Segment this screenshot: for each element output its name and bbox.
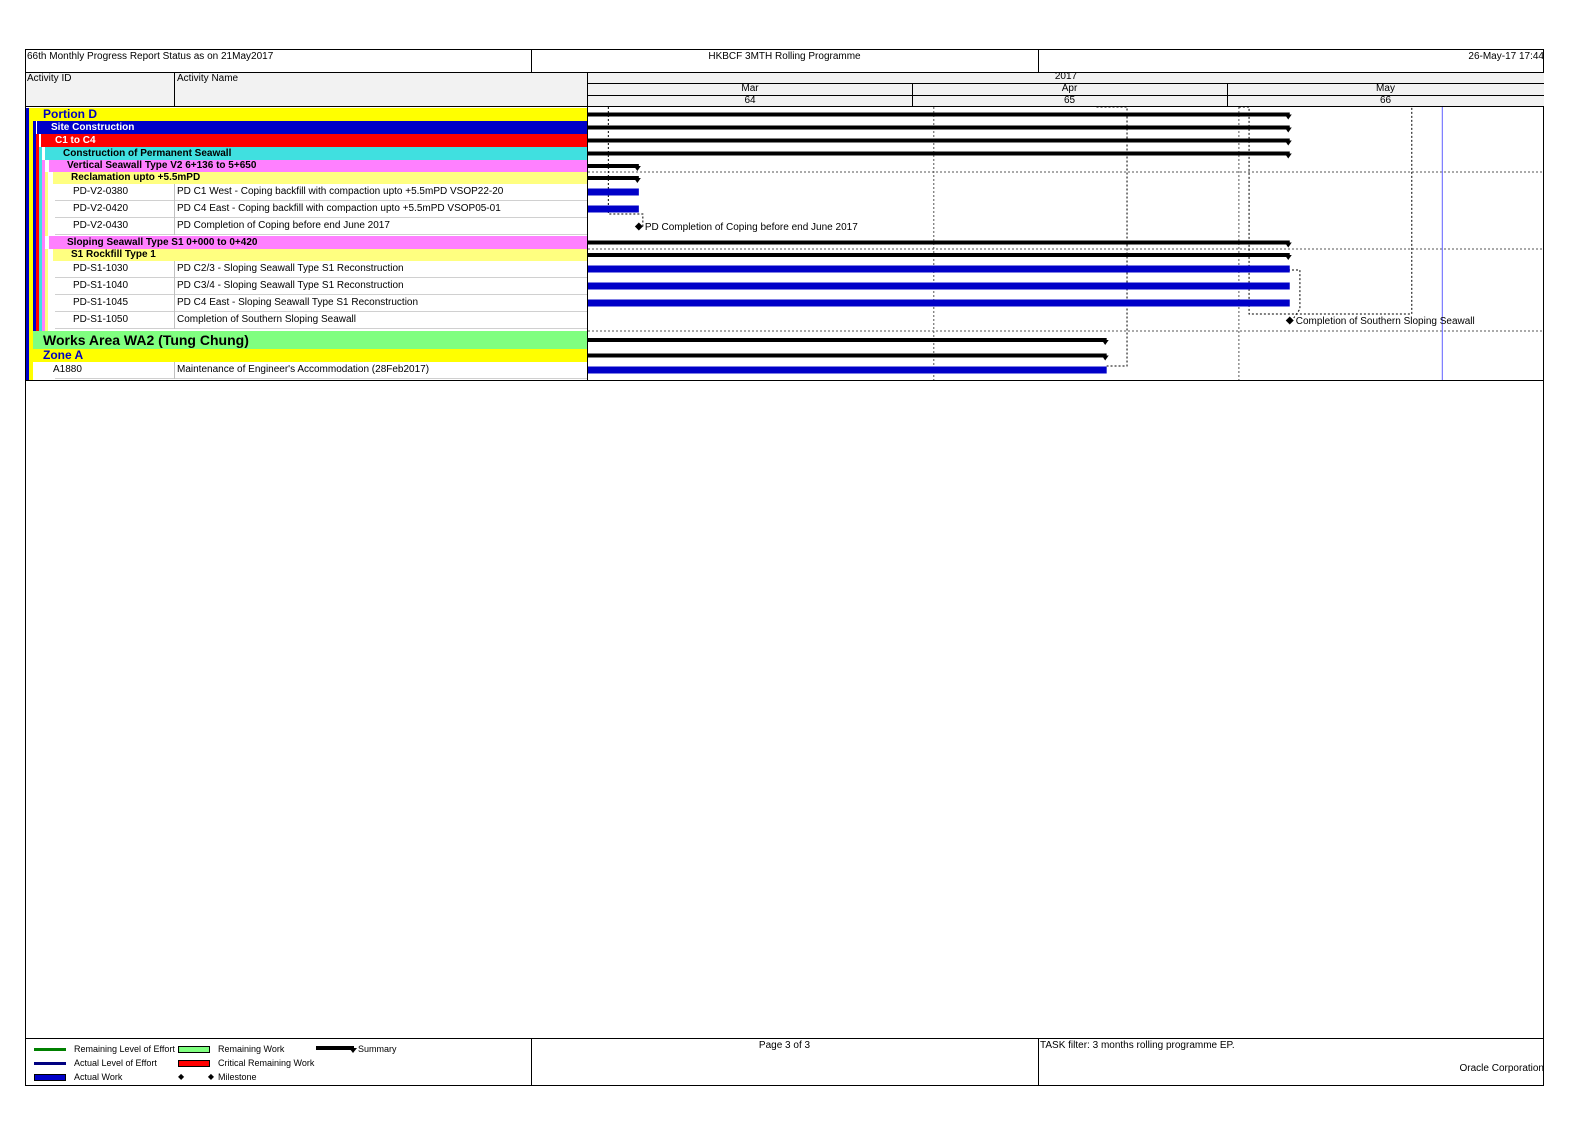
actual-work-bar	[588, 189, 639, 196]
actual-work-bar	[588, 367, 1107, 374]
footer-divider-2	[1038, 1038, 1039, 1086]
week-label-apr: 65	[1063, 95, 1076, 106]
summary-bar-end	[1285, 154, 1292, 159]
activity-id-header[interactable]: Activity ID	[27, 73, 72, 84]
milestone-label: PD Completion of Coping before end June 2017	[644, 222, 858, 233]
summary-bar-end	[1285, 128, 1292, 133]
legend-label: Remaining Level of Effort	[74, 1044, 175, 1054]
milestone-diamond	[1286, 317, 1294, 325]
activity-id: PD-S1-1050	[73, 314, 129, 325]
group-header-row[interactable]: Works Area WA2 (Tung Chung)	[33, 331, 587, 349]
summary-bar	[588, 126, 1290, 130]
row-divider	[174, 278, 175, 295]
legend-line-symbol	[34, 1048, 66, 1051]
relationship-line	[1097, 107, 1128, 366]
activity-id: PD-V2-0430	[73, 220, 129, 231]
activity-name: PD C1 West - Coping backfill with compaction upto +5.5mPD VSOP22-20	[177, 186, 504, 197]
legend-label: Remaining Work	[218, 1044, 285, 1054]
activity-id: PD-V2-0420	[73, 203, 129, 214]
company-name: Oracle Corporation	[1459, 1063, 1544, 1074]
row-divider	[174, 218, 175, 235]
activity-name-header[interactable]: Activity Name	[177, 73, 239, 84]
gantt-relationships	[588, 107, 1412, 366]
activity-name: Completion of Southern Sloping Seawall	[177, 314, 356, 325]
activity-id: PD-S1-1030	[73, 263, 129, 274]
programme-title: HKBCF 3MTH Rolling Programme	[708, 51, 861, 62]
actual-work-bar	[588, 300, 1290, 307]
activity-name: PD C3/4 - Sloping Seawall Type S1 Reconstruction	[177, 280, 404, 291]
summary-bar	[588, 241, 1290, 245]
legend-label: Milestone	[218, 1072, 257, 1082]
summary-bar	[588, 338, 1107, 342]
row-divider	[174, 201, 175, 218]
legend-label: Summary	[358, 1044, 397, 1054]
activity-name: PD C2/3 - Sloping Seawall Type S1 Reconstruction	[177, 263, 404, 274]
group-header-row[interactable]: Sloping Seawall Type S1 0+000 to 0+420	[49, 236, 587, 249]
row-divider	[174, 295, 175, 312]
group-header-row[interactable]: C1 to C4	[41, 134, 587, 147]
gantt-chart	[588, 107, 1544, 380]
month-label-mar: Mar	[741, 83, 759, 94]
hierarchy-stripe	[45, 172, 48, 236]
page-number: Page 3 of 3	[758, 1040, 811, 1051]
legend-summary-symbol	[316, 1046, 354, 1050]
legend-label: Actual Level of Effort	[74, 1058, 157, 1068]
summary-bar	[588, 164, 639, 168]
legend-bar-symbol	[178, 1046, 210, 1053]
activity-name: PD C4 East - Sloping Seawall Type S1 Reconstruction	[177, 297, 419, 308]
week-label-may: 66	[1379, 95, 1392, 106]
legend-line-symbol	[34, 1062, 66, 1065]
summary-bar-end	[1285, 115, 1292, 120]
activity-name: Maintenance of Engineer's Accommodation (28Feb2017)	[177, 364, 430, 375]
summary-bar	[588, 253, 1290, 257]
week-label-mar: 64	[744, 95, 756, 106]
legend-bar-symbol	[178, 1060, 210, 1067]
summary-bar	[588, 354, 1107, 358]
activity-name: PD C4 East - Coping backfill with compaction upto +5.5mPD VSOP05-01	[177, 203, 501, 214]
summary-bar	[588, 113, 1290, 117]
footer-top-line	[25, 1038, 1544, 1039]
group-header-row[interactable]: Zone A	[33, 349, 587, 362]
summary-bar	[588, 139, 1290, 143]
row-divider	[174, 312, 175, 329]
actual-work-bar	[588, 283, 1290, 290]
group-header-row[interactable]: Site Construction	[37, 121, 587, 134]
group-header-row[interactable]: Portion D	[33, 108, 587, 121]
relationship-line	[588, 270, 1300, 318]
month-label-apr: Apr	[1061, 83, 1078, 94]
group-header-row[interactable]: Vertical Seawall Type V2 6+136 to 5+650	[49, 160, 587, 172]
column-header-bg	[26, 73, 588, 106]
row-divider	[174, 261, 175, 278]
activity-name: PD Completion of Coping before end June 2017	[177, 220, 390, 231]
row-divider	[174, 184, 175, 201]
activity-id: PD-S1-1040	[73, 280, 129, 291]
report-title: 66th Monthly Progress Report Status as on 21May2017	[27, 51, 274, 62]
legend-bar-symbol	[34, 1074, 66, 1081]
milestone-icon: ◆ ◆	[178, 1072, 214, 1081]
actual-work-bar	[588, 206, 639, 213]
group-header-row[interactable]: Construction of Permanent Seawall	[45, 147, 587, 160]
summary-bar	[588, 176, 639, 180]
timescale-year: 2017	[1054, 71, 1078, 82]
month-label-may: May	[1376, 83, 1395, 94]
activity-id: A1880	[53, 364, 82, 375]
activity-id: PD-V2-0380	[73, 186, 129, 197]
actual-work-bar	[588, 266, 1290, 273]
column-divider-id	[174, 72, 175, 106]
legend-label: Actual Work	[74, 1072, 123, 1082]
legend-label: Critical Remaining Work	[218, 1058, 315, 1068]
report-timestamp: 26-May-17 17:44	[1468, 51, 1544, 62]
table-bottom-line	[25, 380, 1544, 381]
milestone-label: Completion of Southern Sloping Seawall	[1295, 316, 1475, 327]
milestone-diamond	[635, 223, 643, 231]
activity-id: PD-S1-1045	[73, 297, 129, 308]
summary-bar	[588, 152, 1290, 156]
summary-bar-end	[634, 166, 641, 171]
filter-text: TASK filter: 3 months rolling programme EP.	[1040, 1040, 1235, 1051]
summary-bar-end	[1102, 356, 1109, 361]
summary-bar-end	[634, 178, 641, 183]
gantt-bars	[588, 113, 1475, 374]
group-header-row[interactable]: Reclamation upto +5.5mPD	[53, 172, 587, 184]
group-header-row[interactable]: S1 Rockfill Type 1	[53, 249, 587, 261]
row-divider	[174, 362, 175, 379]
summary-bar-end	[1285, 255, 1292, 260]
summary-bar-end	[1285, 243, 1292, 248]
summary-bar-end	[1285, 141, 1292, 146]
hierarchy-stripe	[45, 249, 48, 331]
summary-bar-end	[1102, 340, 1109, 345]
